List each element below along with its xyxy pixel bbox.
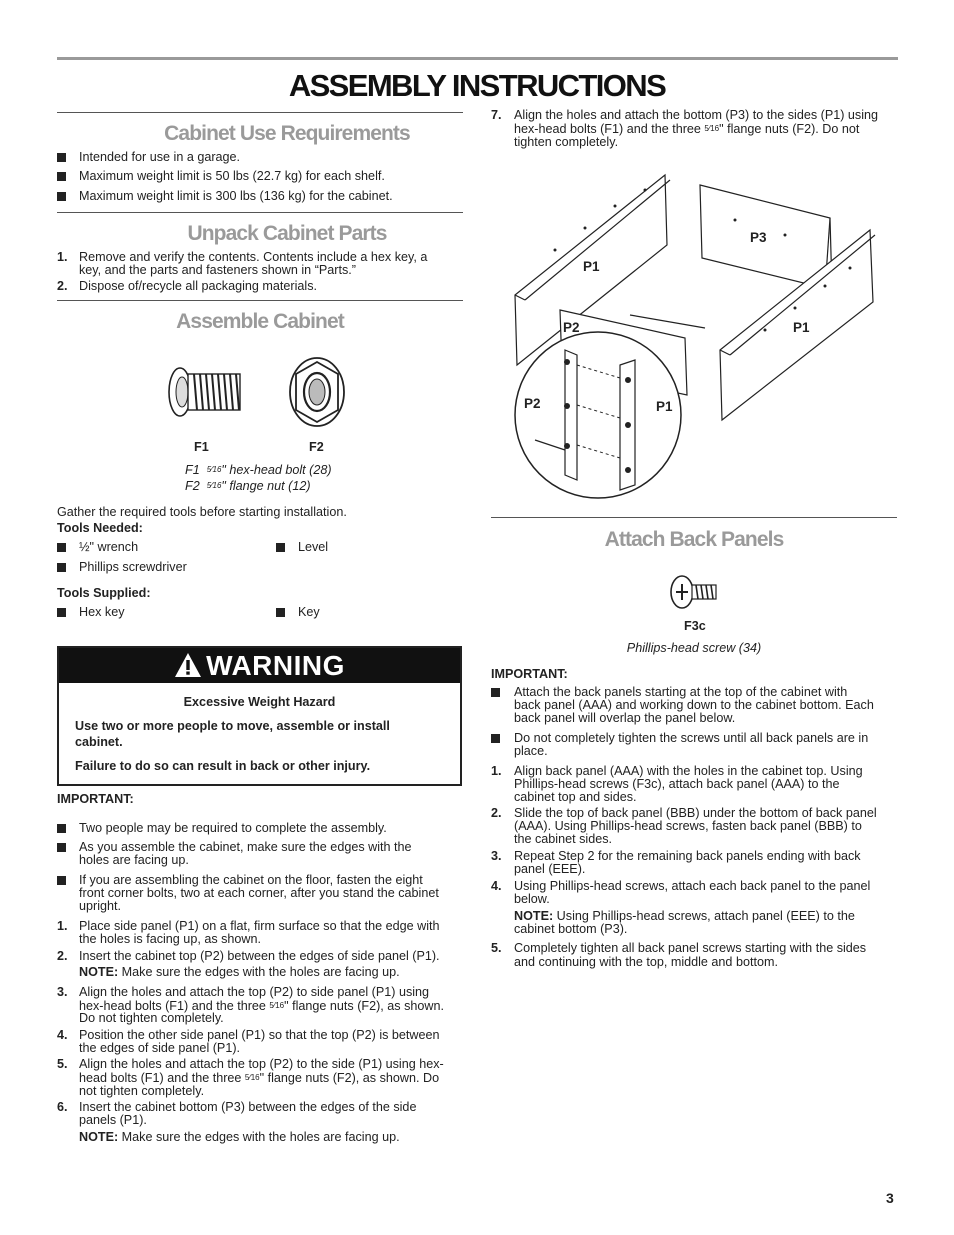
bullet <box>57 563 66 572</box>
cabinet-use-heading: Cabinet Use Requirements <box>164 122 410 145</box>
step-text: key, and the parts and fasteners shown in “Parts.” <box>79 263 356 277</box>
warning-triangle-icon <box>174 652 202 678</box>
back-panels-heading: Attach Back Panels <box>604 528 784 551</box>
screw-caption: Phillips-head screw (34) <box>626 641 762 655</box>
warning-hazard: Excessive Weight Hazard <box>183 695 336 709</box>
tool-hex-key: Hex key <box>79 605 125 619</box>
step-text: panels (P1). <box>79 1113 147 1127</box>
step-number: 2. <box>57 279 68 293</box>
important-label: IMPORTANT: <box>491 667 568 681</box>
step-text: Do not tighten completely. <box>79 1011 224 1025</box>
bullet <box>491 688 500 697</box>
step-text: Using Phillips-head screws, attach each back panel to the panel <box>514 879 871 893</box>
bullet <box>57 543 66 552</box>
important-item: Two people may be required to complete the assembly. <box>79 821 387 835</box>
section-divider <box>57 112 463 113</box>
step-text: the holes is facing up, as shown. <box>79 932 262 946</box>
unpack-heading: Unpack Cabinet Parts <box>187 222 387 245</box>
step-note: NOTE: Make sure the edges with the holes are facing up. <box>79 1130 400 1144</box>
step-number: 4. <box>491 879 502 893</box>
label-p1: P1 <box>656 399 673 414</box>
tool-level: Level <box>298 540 329 554</box>
warning-header <box>59 648 460 683</box>
step-text: the cabinet sides. <box>514 832 613 846</box>
bullet <box>57 824 66 833</box>
top-rule <box>57 57 898 60</box>
step-text: not tighten completely. <box>79 1084 205 1098</box>
step-number: 1. <box>491 764 502 778</box>
section-divider <box>57 300 463 301</box>
label-p2: P2 <box>563 320 580 335</box>
step-text: tighten completely. <box>514 135 619 149</box>
step-number: 5. <box>57 1057 68 1071</box>
label-p1: P1 <box>793 320 810 335</box>
step-note: cabinet bottom (P3). <box>514 922 628 936</box>
warning-line: cabinet. <box>75 735 123 749</box>
important-item: As you assemble the cabinet, make sure the edges with the <box>79 840 412 854</box>
f3c-label: F3c <box>684 619 706 633</box>
step-number: 1. <box>57 919 68 933</box>
step-text: Position the other side panel (P1) so that the top (P2) is between <box>79 1028 440 1042</box>
step-number: 2. <box>491 806 502 820</box>
f1-label: F1 <box>194 440 209 454</box>
phillips-screw-icon <box>668 572 720 612</box>
step-text: head bolts (F1) and the three 5⁄16" flange nuts (F2), as shown. Do <box>79 1071 440 1085</box>
bullet <box>57 153 66 162</box>
step-text: Align the holes and attach the bottom (P3) to the sides (P1) using <box>514 108 879 122</box>
step-text: Phillips-head screws (F3c), attach back panel (AAA) to the <box>514 777 840 791</box>
step-text: Dispose of/recycle all packaging materials. <box>79 279 317 293</box>
tools-needed-label: Tools Needed: <box>57 521 143 535</box>
list-item: Intended for use in a garage. <box>79 150 241 164</box>
bullet <box>491 734 500 743</box>
tool-key: Key <box>298 605 320 619</box>
step-note: NOTE: Using Phillips-head screws, attach panel (EEE) to the <box>514 909 855 923</box>
step-text: panel (EEE). <box>514 862 586 876</box>
list-item: Maximum weight limit is 50 lbs (22.7 kg) for each shelf. <box>79 169 385 183</box>
tool-phillips: Phillips screwdriver <box>79 560 187 574</box>
step-text: Insert the cabinet top (P2) between the edges of side panel (P1). <box>79 949 440 963</box>
page-number: 3 <box>886 1190 894 1206</box>
bullet <box>276 543 285 552</box>
step-text: Insert the cabinet bottom (P3) between the edges of the side <box>79 1100 417 1114</box>
step-text: below. <box>514 892 550 906</box>
f1-caption: F1 5⁄16" hex-head bolt (28) <box>185 463 332 477</box>
bullet <box>57 876 66 885</box>
page-title: ASSEMBLY INSTRUCTIONS <box>288 68 666 103</box>
gather-text: Gather the required tools before starting installation. <box>57 505 347 519</box>
important-item: If you are assembling the cabinet on the floor, fasten the eight <box>79 873 423 887</box>
step-text: hex-head bolts (F1) and the three 5⁄16" flange nuts (F2), as shown. <box>79 999 444 1013</box>
warning-title: WARNING <box>206 650 345 681</box>
list-item: Maximum weight limit is 300 lbs (136 kg) for the cabinet. <box>79 189 393 203</box>
bullet <box>276 608 285 617</box>
step-number: 5. <box>491 941 502 955</box>
step-text: Align back panel (AAA) with the holes in the cabinet top. Using <box>514 764 863 778</box>
important-item: front corner bolts, two at each corner, after you stand the cabinet <box>79 886 439 900</box>
important-item: Do not completely tighten the screws until all back panels are in <box>514 731 869 745</box>
step-text: and continuing with the top, middle and bottom. <box>514 955 778 969</box>
bullet <box>57 608 66 617</box>
fasteners-illustration <box>160 352 350 432</box>
step-text: cabinet top and sides. <box>514 790 637 804</box>
step-number: 1. <box>57 250 68 264</box>
bullet <box>57 843 66 852</box>
assemble-heading: Assemble Cabinet <box>176 310 344 333</box>
step-text: Remove and verify the contents. Contents include a hex key, a <box>79 250 428 264</box>
important-item: back panel (AAA) and working down to the cabinet bottom. Each <box>514 698 874 712</box>
important-label: IMPORTANT: <box>57 792 134 806</box>
f2-caption: F2 5⁄16" flange nut (12) <box>185 479 311 493</box>
step-text: Align the holes and attach the top (P2) to side panel (P1) using <box>79 985 430 999</box>
step-text: hex-head bolts (F1) and the three 5⁄16" flange nuts (F2). Do not <box>514 122 860 136</box>
step-text: Place side panel (P1) on a flat, firm surface so that the edge with <box>79 919 440 933</box>
step-number: 3. <box>491 849 502 863</box>
step-number: 7. <box>491 108 502 122</box>
step-text: Repeat Step 2 for the remaining back panels ending with back <box>514 849 861 863</box>
step-number: 2. <box>57 949 68 963</box>
step-number: 3. <box>57 985 68 999</box>
flange-nut-icon <box>290 358 344 426</box>
tools-supplied-label: Tools Supplied: <box>57 586 151 600</box>
important-item: back panel will overlap the panel below. <box>514 711 736 725</box>
step-text: Slide the top of back panel (BBB) under the bottom of back panel <box>514 806 877 820</box>
label-p3: P3 <box>750 230 767 245</box>
cabinet-assembly-diagram <box>495 150 897 505</box>
detail-inset <box>515 332 681 498</box>
step-text: (AAA). Using Phillips-head screws, fasten back panel (BBB) to <box>514 819 862 833</box>
important-item: Attach the back panels starting at the top of the cabinet with <box>514 685 848 699</box>
bullet <box>57 172 66 181</box>
hex-bolt-icon <box>169 368 240 416</box>
important-item: upright. <box>79 899 122 913</box>
step-text: Completely tighten all back panel screws starting with the sides <box>514 941 867 955</box>
important-item: place. <box>514 744 548 758</box>
step-text: Align the holes and attach the top (P2) to the side (P1) using hex- <box>79 1057 444 1071</box>
section-divider <box>491 517 897 518</box>
section-divider <box>57 212 463 213</box>
step-note: NOTE: Make sure the edges with the holes are facing up. <box>79 965 400 979</box>
important-item: holes are facing up. <box>79 853 189 867</box>
label-p1: P1 <box>583 259 600 274</box>
label-p2: P2 <box>524 396 541 411</box>
step-number: 4. <box>57 1028 68 1042</box>
f2-label: F2 <box>309 440 324 454</box>
warning-line: Failure to do so can result in back or other injury. <box>75 759 371 773</box>
bullet <box>57 192 66 201</box>
step-text: the edges of side panel (P1). <box>79 1041 241 1055</box>
warning-line: Use two or more people to move, assemble or install <box>75 719 390 733</box>
tool-wrench: ½" wrench <box>79 540 139 554</box>
step-number: 6. <box>57 1100 68 1114</box>
